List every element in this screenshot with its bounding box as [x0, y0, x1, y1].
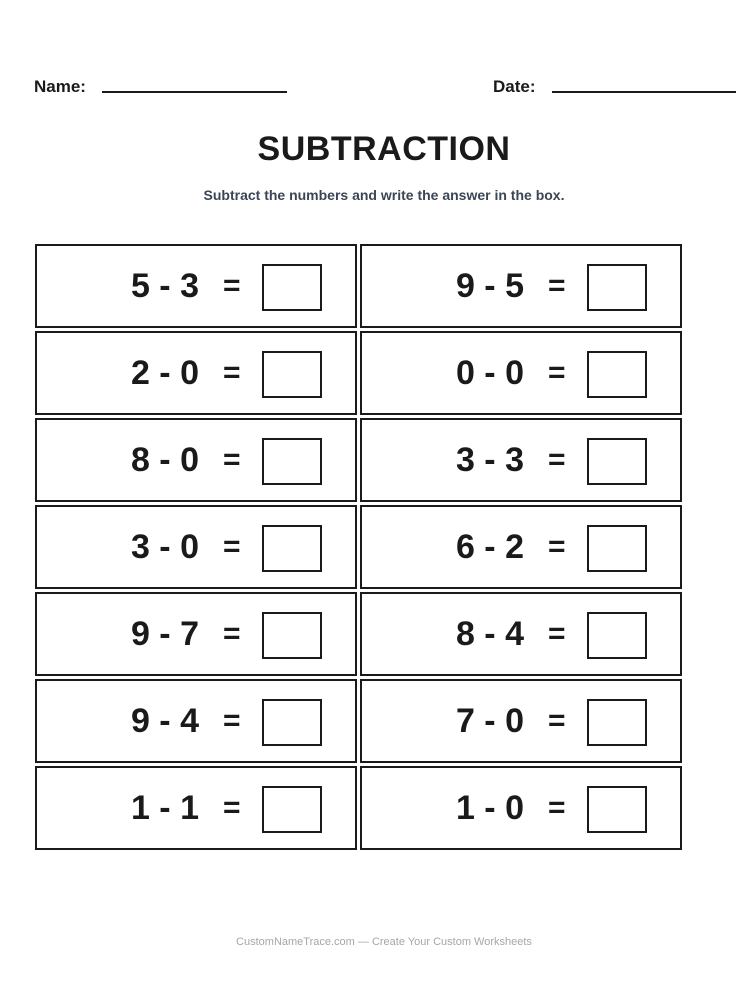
- problem-cell: [360, 505, 682, 589]
- answer-box[interactable]: [262, 699, 322, 746]
- problem-cell: [35, 679, 357, 763]
- equals-sign: =: [223, 530, 241, 563]
- answer-box[interactable]: [587, 438, 647, 485]
- answer-box[interactable]: [262, 351, 322, 398]
- equals-sign: =: [548, 791, 566, 824]
- problem-expression: 8 - 0: [130, 441, 199, 479]
- problem-cell: [360, 418, 682, 502]
- equals-sign: =: [223, 617, 241, 650]
- problem-expression: 9 - 7: [130, 615, 199, 653]
- answer-box[interactable]: [587, 786, 647, 833]
- answer-box[interactable]: [587, 699, 647, 746]
- problem-expression: 7 - 0: [455, 702, 524, 740]
- equals-sign: =: [223, 791, 241, 824]
- problem-cell: [360, 331, 682, 415]
- equals-sign: =: [223, 269, 241, 302]
- footer-link[interactable]: CustomNameTrace.com — Create Your Custom Worksheets: [236, 936, 532, 948]
- problem-expression: 3 - 3: [455, 441, 524, 479]
- equals-sign: =: [548, 356, 566, 389]
- problem-expression: 3 - 0: [130, 528, 199, 566]
- problem-cell: [35, 418, 357, 502]
- equals-sign: =: [223, 443, 241, 476]
- problem-grid: [35, 244, 683, 850]
- equals-sign: =: [548, 617, 566, 650]
- problem-expression: 1 - 0: [455, 789, 524, 827]
- equals-sign: =: [223, 704, 241, 737]
- problem-expression: 1 - 1: [130, 789, 199, 827]
- problem-expression: 9 - 4: [130, 702, 199, 740]
- name-line[interactable]: [102, 91, 287, 93]
- answer-box[interactable]: [587, 525, 647, 572]
- problem-cell: [35, 331, 357, 415]
- answer-box[interactable]: [262, 612, 322, 659]
- problem-expression: 9 - 5: [455, 267, 524, 305]
- problem-expression: 5 - 3: [130, 267, 199, 305]
- equals-sign: =: [548, 443, 566, 476]
- problem-cell: [360, 679, 682, 763]
- problem-cell: [35, 592, 357, 676]
- equals-sign: =: [548, 530, 566, 563]
- date-line[interactable]: [552, 91, 736, 93]
- equals-sign: =: [223, 356, 241, 389]
- answer-box[interactable]: [262, 525, 322, 572]
- equals-sign: =: [548, 269, 566, 302]
- answer-box[interactable]: [262, 264, 322, 311]
- problem-cell: [35, 505, 357, 589]
- problem-expression: 8 - 4: [455, 615, 524, 653]
- answer-box[interactable]: [587, 264, 647, 311]
- name-label: Name:: [34, 77, 86, 96]
- answer-box[interactable]: [262, 438, 322, 485]
- problem-cell: [360, 592, 682, 676]
- problem-cell: [35, 766, 357, 850]
- problem-cell: [35, 244, 357, 328]
- instructions: Subtract the numbers and write the answer in the box.: [203, 187, 565, 203]
- answer-box[interactable]: [587, 612, 647, 659]
- worksheet-title: SUBTRACTION: [257, 130, 511, 168]
- problem-expression: 6 - 2: [455, 528, 524, 566]
- answer-box[interactable]: [587, 351, 647, 398]
- answer-box[interactable]: [262, 786, 322, 833]
- equals-sign: =: [548, 704, 566, 737]
- date-label: Date:: [493, 77, 536, 96]
- problem-expression: 2 - 0: [130, 354, 199, 392]
- problem-cell: [360, 766, 682, 850]
- problem-expression: 0 - 0: [455, 354, 524, 392]
- problem-cell: [360, 244, 682, 328]
